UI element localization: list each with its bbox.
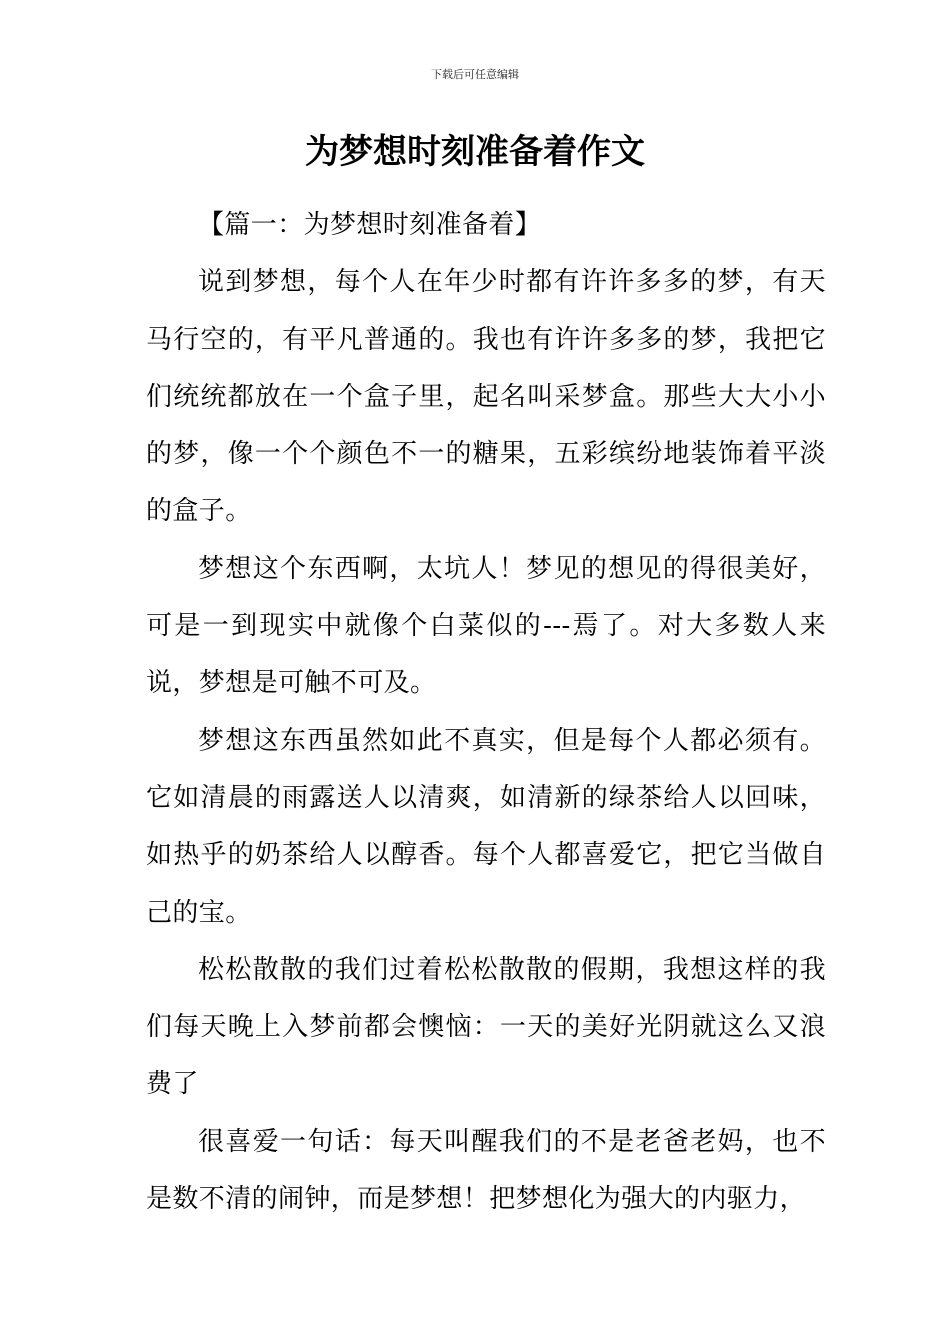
document-body [146,197,826,1228]
paragraph-3: 梦想这东西虽然如此不真实，但是每个人都必须有。它如清晨的雨露送人以清爽，如清新的绿茶给人以回味，如热乎的奶茶给人以醇香。每个人都喜爱它，把它当做自己的宝。 [146,725,826,928]
document-title: 为梦想时刻准备着作文 [305,132,645,172]
paragraph-2: 梦想这个东西啊，太坑人！梦见的想见的得很美好，可是一到现实中就像个白菜似的---焉了。对大多数人来说，梦想是可触不可及。 [146,553,826,699]
section-heading: 【篇一：为梦想时刻准备着】 [198,210,542,240]
paragraph-1: 说到梦想，每个人在年少时都有许许多多的梦，有天马行空的，有平凡普通的。我也有许许多多的梦，我把它们统统都放在一个盒子里，起名叫采梦盒。那些大大小小的梦，像一个个颜色不一的糖果，五彩缤纷地装饰着平淡的盒子。 [146,267,826,527]
paragraph-5: 很喜爱一句话：每天叫醒我们的不是老爸老妈，也不是数不清的闹钟，而是梦想！把梦想化为强大的内驱力， [146,1126,826,1215]
paragraph-4: 松松散散的我们过着松松散散的假期，我想这样的我们每天晚上入梦前都会懊恼：一天的美好光阴就这么又浪费了 [146,954,826,1100]
download-note: 下载后可任意编辑 [431,68,519,81]
